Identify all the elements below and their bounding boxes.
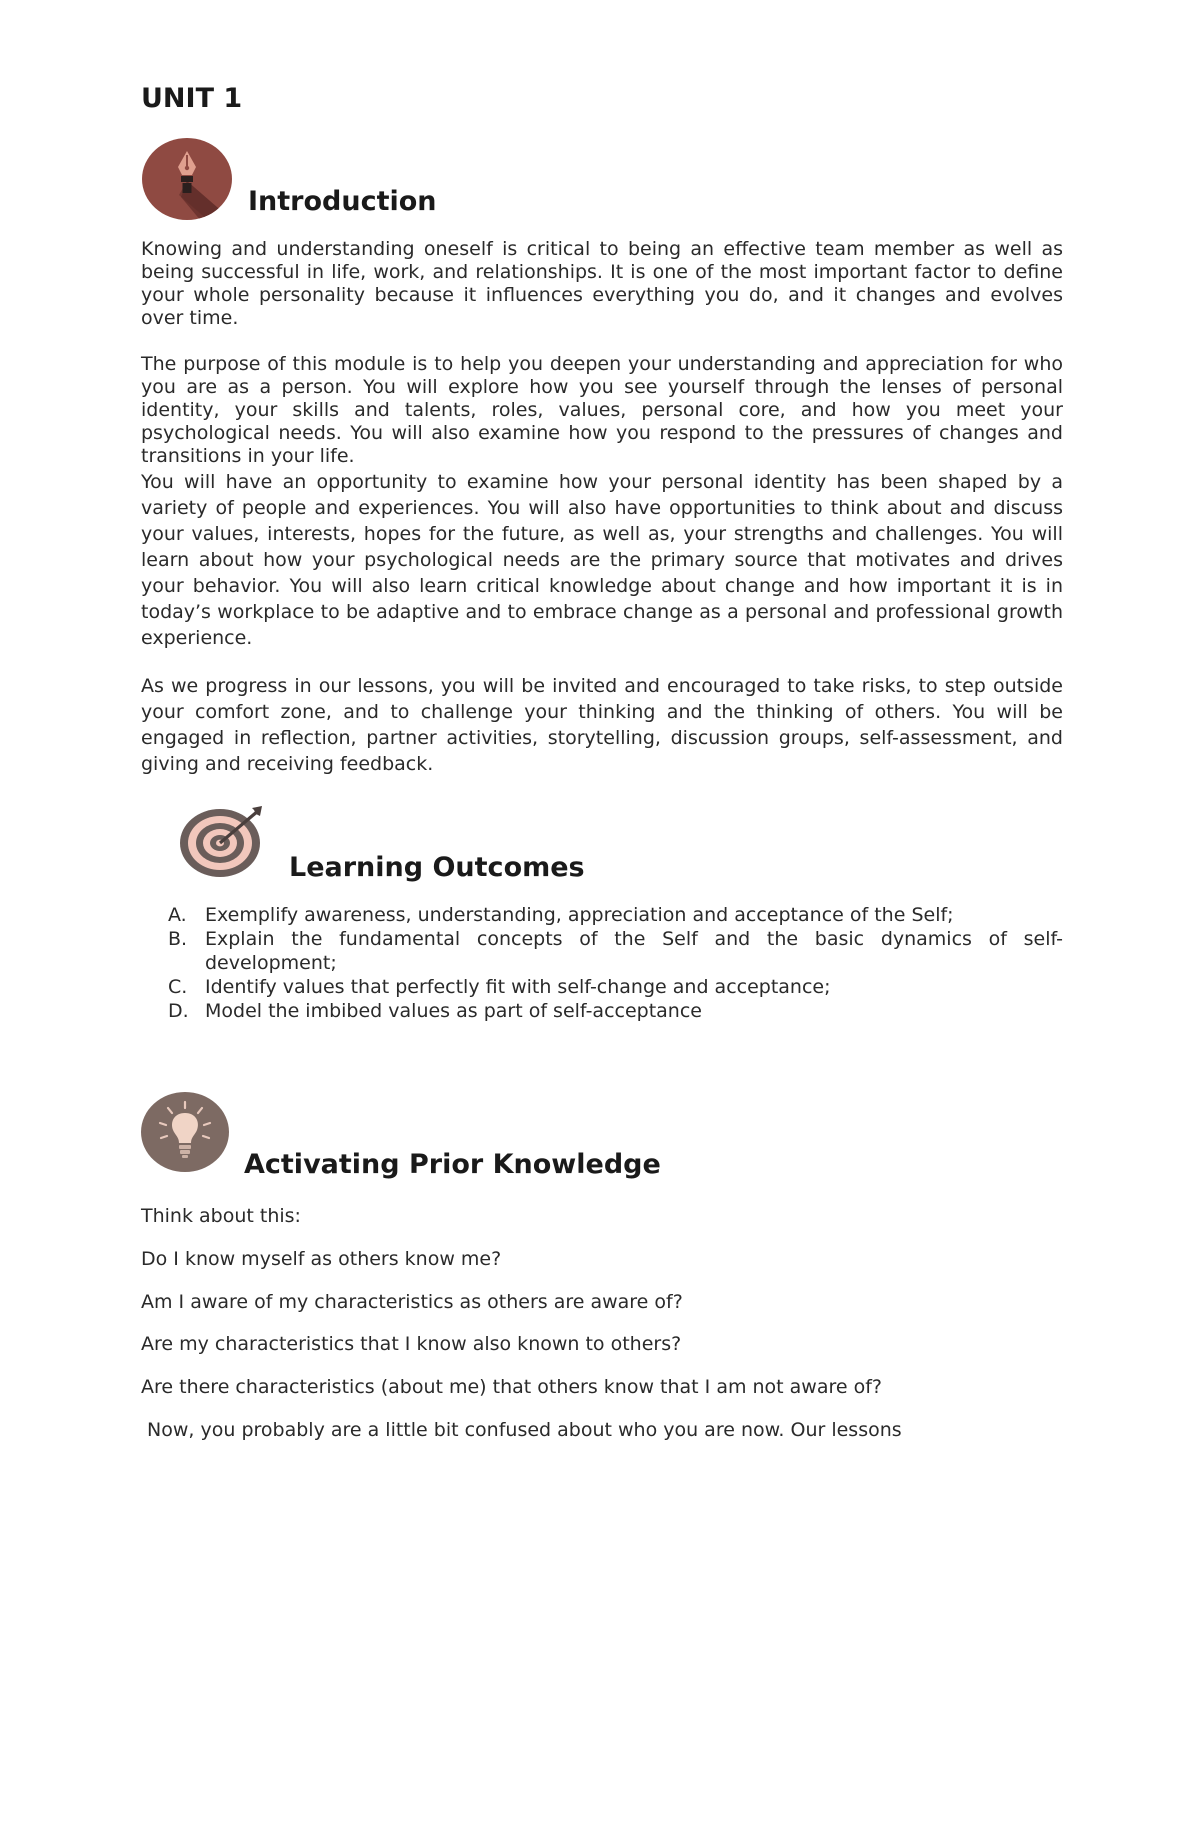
list-item-text: Exemplify awareness, understanding, appreciation and acceptance of the Self; — [205, 904, 954, 926]
light-bulb-icon — [141, 1092, 229, 1172]
prior-knowledge-line: Are my characteristics that I know also known to others? — [141, 1333, 682, 1355]
list-marker: B. — [168, 928, 188, 950]
prior-knowledge-line: Think about this: — [141, 1205, 301, 1227]
intro-paragraph-1: Knowing and understanding oneself is critical to being an effective team member as well as being successful in life, work, and relationships. It is one of the most important factor to define your whole personality because it influences everything you do, and it changes and evolves over time. — [141, 238, 1063, 329]
target-icon — [180, 805, 266, 879]
list-item-text: Model the imbibed values as part of self-acceptance — [205, 1000, 702, 1022]
list-item — [141, 927, 1063, 975]
list-item — [141, 903, 1063, 927]
prior-knowledge-line: Now, you probably are a little bit confused about who you are now. Our lessons — [141, 1419, 902, 1441]
pen-nib-icon — [141, 137, 233, 221]
list-item-text: Identify values that perfectly fit with self-change and acceptance; — [205, 976, 831, 998]
learning-outcomes-list — [141, 903, 1063, 1023]
learning-outcomes-heading: Learning Outcomes — [289, 852, 585, 883]
list-item-text: Explain the fundamental concepts of the Self and the basic dynamics of self-development; — [205, 928, 1063, 974]
introduction-heading: Introduction — [248, 186, 437, 217]
prior-knowledge-line: Am I aware of my characteristics as others are aware of? — [141, 1291, 683, 1313]
unit-title: UNIT 1 — [141, 83, 243, 114]
activating-prior-knowledge-heading: Activating Prior Knowledge — [244, 1149, 661, 1180]
intro-paragraph-3: You will have an opportunity to examine how your personal identity has been shaped by a variety of people and experiences. You will also have opportunities to think about and discuss your values, interests, hopes for the future, as well as, your strengths and challenges. You will learn about how your psychological needs are the primary source that motivates and drives your behavior. You will also learn critical knowledge about change and how important it is in today’s workplace to be adaptive and to embrace change as a personal and professional growth experience. — [141, 471, 1063, 649]
list-marker: A. — [168, 904, 187, 926]
intro-paragraph-4: As we progress in our lessons, you will be invited and encouraged to take risks, to step outside your comfort zone, and to challenge your thinking and the thinking of others. You will be engaged in reflection, partner activities, storytelling, discussion groups, self-assessment, and giving and receiving feedback. — [141, 675, 1063, 775]
prior-knowledge-line: Are there characteristics (about me) that others know that I am not aware of? — [141, 1376, 883, 1398]
prior-knowledge-line: Do I know myself as others know me? — [141, 1248, 502, 1270]
list-marker: D. — [168, 1000, 189, 1022]
list-marker: C. — [168, 976, 188, 998]
intro-paragraph-2: The purpose of this module is to help you deepen your understanding and appreciation for who you are as a person. You will explore how you see yourself through the lenses of personal identity, your skills and talents, roles, values, personal core, and how you meet your psychological needs. You will also examine how you respond to the pressures of changes and transitions in your life. — [141, 353, 1063, 467]
list-item — [141, 999, 1063, 1023]
list-item — [141, 975, 1063, 999]
